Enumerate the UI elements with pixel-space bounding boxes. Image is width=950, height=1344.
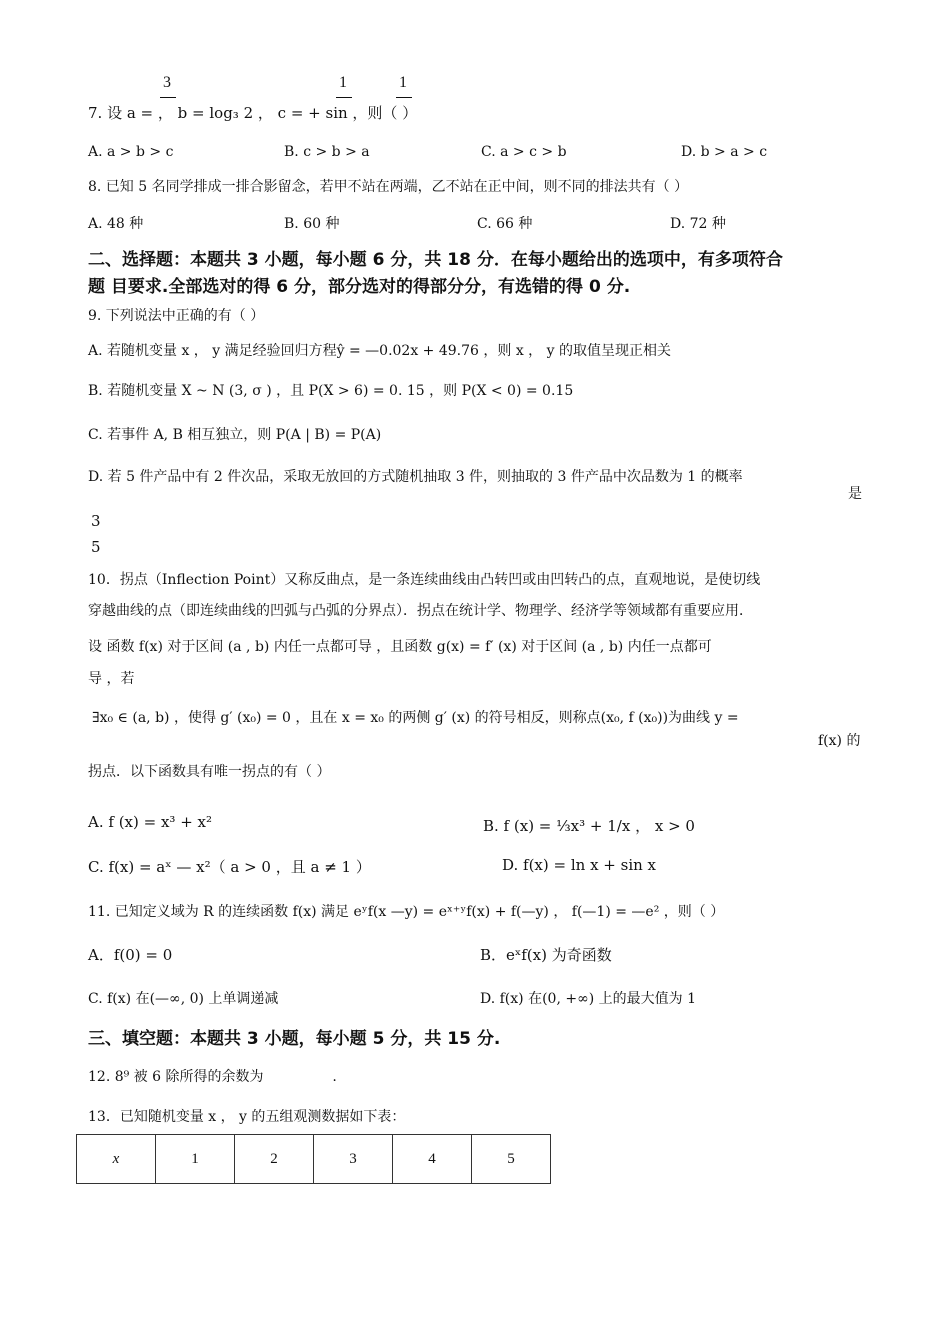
q8-option-c: C. 66 种 (477, 216, 533, 232)
q11-stem: 11. 已知定义域为 R 的连续函数 f(x) 满足 eʸf(x —y) = eˣ⁺ʸf(x) + f(—y) ， f(—1) = —e² ，则（ ） (88, 904, 725, 920)
q7-frac-c-bar (336, 97, 352, 98)
q7-option-c: C. a > c > b (481, 144, 567, 160)
q7-frac-a-num: 3 (163, 74, 171, 91)
section-2-heading-line1: 二、选择题：本题共 3 小题，每小题 6 分，共 18 分．在每小题给出的选项中，有多项符合 (88, 250, 783, 270)
q10-option-a: A. f (x) = x³ + x² (88, 813, 213, 831)
q7-option-a: A. a > b > c (88, 144, 174, 160)
q7-option-d: D. b > a > c (681, 144, 768, 160)
q7-frac-s-num: 1 (399, 74, 407, 91)
q7-frac-c-num: 1 (339, 74, 347, 91)
table-cell: 2 (235, 1135, 314, 1184)
section-2-heading-line2: 题 目要求.全部选对的得 6 分，部分选对的得部分分，有选错的得 0 分. (88, 277, 631, 297)
q7-frac-s-bar (396, 97, 412, 98)
q10-line4: 导 ，若 (88, 671, 135, 687)
q10-line6: 拐点．以下函数具有唯一拐点的有（ ） (88, 764, 331, 780)
q10-option-d: D. f(x) = ln x + sin x (502, 856, 657, 874)
q8-option-a: A. 48 种 (88, 216, 144, 232)
q12-tail: . (332, 1069, 337, 1085)
q12-text: 12. 8⁹ 被 6 除所得的余数为 (88, 1069, 264, 1085)
q10-line2: 穿越曲线的点（即连续曲线的凹弧与凸弧的分界点）．拐点在统计学、物理学、经济学等领域都有重要应用． (88, 603, 753, 619)
table-cell: 5 (472, 1135, 551, 1184)
q9-option-d: D. 若 5 件产品中有 2 件次品，采取无放回的方式随机抽取 3 件，则抽取的 3 件产品中次品数为 1 的概率 (88, 469, 743, 485)
q9-option-d-numerator: 3 (91, 512, 101, 530)
q8-option-d: D. 72 种 (670, 216, 726, 232)
q10-line5: ∃x₀ ∈ (a, b) ，使得 g′ (x₀) = 0 ，且在 x = x₀ 的两侧 g′ (x) 的符号相反，则称点(x₀, f (x₀))为曲线 y = (92, 710, 739, 726)
q10-line5-tail: f(x) 的 (818, 733, 861, 749)
section-3-heading: 三、填空题：本题共 3 小题，每小题 5 分，共 15 分. (88, 1029, 501, 1049)
q7-frac-a-bar (160, 97, 176, 98)
q11-option-a: A．f(0) = 0 (88, 946, 173, 964)
q12-stem (88, 1066, 337, 1086)
table-cell: 4 (393, 1135, 472, 1184)
q7-option-b: B. c > b > a (284, 144, 370, 160)
q7-stem: 7. 设 a = ， b = log₃ 2 ， c = + sin ，则（ ） (88, 104, 418, 122)
q9-option-b: B. 若随机变量 X ~ N (3, σ ) ，且 P(X > 6) = 0. 15 ，则 P(X < 0) = 0.15 (88, 383, 574, 399)
q8-stem: 8. 已知 5 名同学排成一排合影留念，若甲不站在两端，乙不站在正中间，则不同的排法共有（ ） (88, 179, 689, 195)
q9-option-d-tail: 是 (848, 486, 862, 502)
table-cell: 3 (314, 1135, 393, 1184)
q10-option-b: B. f (x) = ⅓x³ + 1/x ， x > 0 (483, 817, 695, 835)
table-cell: 1 (156, 1135, 235, 1184)
q9-option-d-denominator: 5 (91, 538, 101, 556)
q11-option-b: B．eˣf(x) 为奇函数 (480, 946, 612, 964)
q13-observation-table (76, 1134, 551, 1184)
q10-line1: 10．拐点（Inflection Point）又称反曲点，是一条连续曲线由凸转凹或由凹转凸的点，直观地说，是使切线 (88, 572, 761, 588)
q9-option-c: C. 若事件 A, B 相互独立，则 P(A | B) = P(A) (88, 427, 382, 443)
q8-option-b: B. 60 种 (284, 216, 340, 232)
q9-stem: 9. 下列说法中正确的有（ ） (88, 308, 265, 324)
q11-option-d: D. f(x) 在(0, +∞) 上的最大值为 1 (480, 991, 697, 1007)
table-row (77, 1135, 551, 1184)
q10-line3: 设 函数 f(x) 对于区间 (a , b) 内任一点都可导 ，且函数 g(x) = f′ (x) 对于区间 (a , b) 内任一点都可 (88, 639, 712, 655)
q11-option-c: C. f(x) 在(—∞, 0) 上单调递减 (88, 991, 279, 1007)
q10-option-c: C. f(x) = aˣ — x²（ a > 0 ，且 a ≠ 1 ） (88, 858, 371, 876)
q9-option-a: A. 若随机变量 x ， y 满足经验回归方程ŷ = —0.02x + 49.76 ，则 x ， y 的取值呈现正相关 (88, 343, 671, 359)
q13-stem: 13．已知随机变量 x ， y 的五组观测数据如下表： (88, 1109, 406, 1125)
table-header-x: x (77, 1135, 156, 1184)
